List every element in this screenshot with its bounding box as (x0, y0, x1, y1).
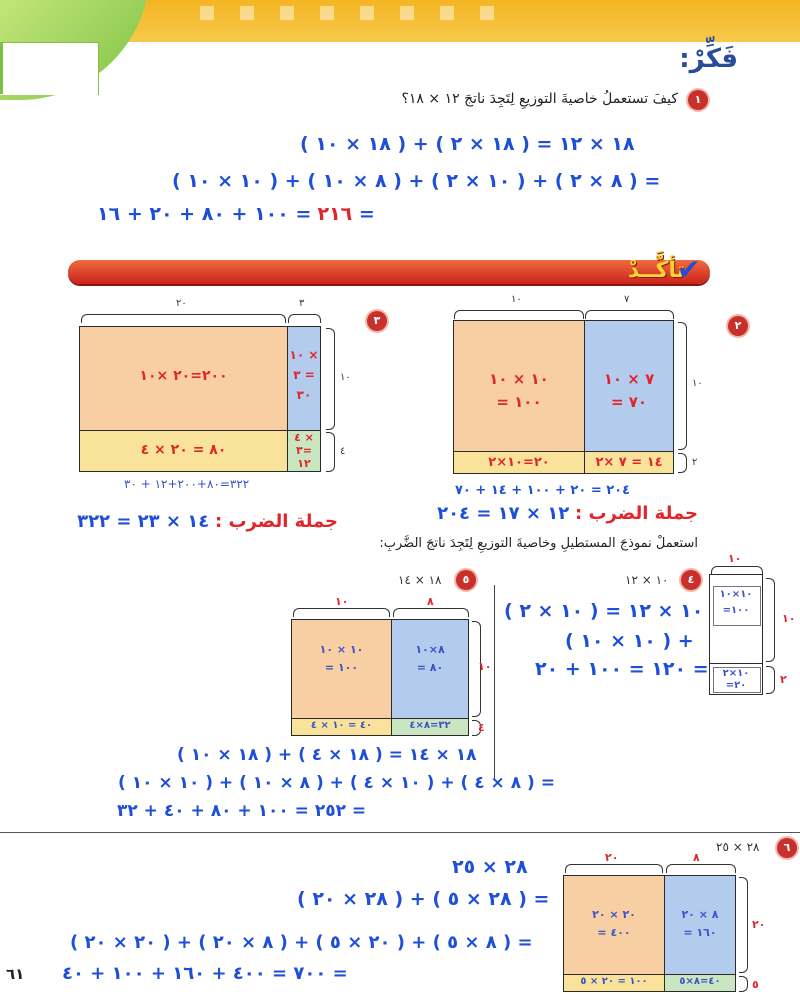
ex3-top-right-dim: ٣ (299, 298, 305, 309)
ex4-cell-b-text1: ١٠×٢ (722, 668, 750, 679)
ex5-top-left-dim: ١٠ (335, 595, 349, 608)
think-line-3 (97, 203, 375, 225)
ex3-cell-b-text3: ٣٠ (296, 388, 312, 402)
ex5-cell-b-text1: ٨×١٠ (415, 643, 445, 656)
ex5-cell-a-text2: ١٠٠ = (324, 661, 359, 674)
left-green-strip (0, 42, 3, 94)
think-line-2: ( ١٠ × ١٠ ) + ( ٨ × ١٠ ) + ( ١٠ × ٢ ) + ( ٨ × ٢ ) = (172, 170, 661, 192)
ex6-side-top-dim: ٢٠ (752, 918, 766, 931)
ex6-cell-b-text1: ٨ × ٢٠ (681, 908, 719, 921)
ex5-cell-a-text1: ١٠ × ١٠ (319, 643, 364, 656)
ex2-side-top-dim: ١٠ (692, 378, 703, 389)
ex6-brace-side-top (739, 877, 748, 973)
ex3-top-left-dim: ٢٠ (176, 298, 187, 309)
ex2-side-bottom-dim: ٢ (692, 457, 698, 468)
ex2-cell-b-text1: ٧ × ١٠ (603, 370, 655, 388)
ex6-cell-b (664, 875, 736, 975)
ex5-problem: ١٨ × ١٤ (398, 573, 442, 587)
ex6-line-3: ٧٠٠ = ٤٠٠ + ١٦٠ + ١٠٠ + ٤٠ = (62, 963, 348, 984)
ex2-sum: ٢٠٤ = ٢٠ + ١٠٠ + ١٤ + ٧٠ (455, 483, 631, 498)
ex3-sentence-label: جملة الضرب : (215, 511, 338, 532)
ex3-sentence-value: ١٤ × ٢٣ = ٣٢٢ (77, 511, 210, 532)
ex2-cell-b-text2: ٧٠ = (610, 393, 648, 411)
ex6-top-left-dim: ٢٠ (605, 851, 619, 864)
ex5-top-right-dim: ٨ (427, 595, 434, 608)
ex4-top-dim: ١٠ (728, 552, 742, 565)
ex4-cell-b-text2: ٢٠= (725, 680, 747, 691)
ex3-cell-a-text: ٢٠٠=٢٠ ×١٠ (139, 368, 228, 384)
ex5-side-bottom-dim: ٤ (478, 721, 485, 734)
question-number-badge: ١ (688, 90, 708, 110)
ex6-line-1: ( ٢٨ × ٢٠ ) + ( ٢٨ × ٥ ) = (297, 888, 550, 910)
ex5-line-2: ( ١٠ × ١٠ ) + ( ٨ × ١٠ ) + ( ١٠ × ٤ ) + ( ٨ × ٤ ) = (118, 773, 555, 793)
ex5-line-3: ٢٥٢ = ١٠٠ + ٨٠ + ٤٠ + ٣٢ = (117, 801, 367, 821)
ex5-side-top-dim: ١٠ (478, 660, 492, 673)
ex3-brace-side-bottom (326, 432, 335, 472)
ex2-cell-a-text2: ١٠٠ = (496, 393, 542, 411)
ex3-cell-b-text2: = ٣ (293, 368, 315, 382)
ex3-sum: ٣٢٢=٨٠+٢٠٠+١٢ + ٣٠ (124, 477, 250, 491)
ex5-number-badge: ٥ (456, 570, 476, 590)
ex6-top-right-dim: ٨ (693, 851, 700, 864)
question-text: كيفَ تستعملُ خاصيةَ التوزيعِ لِتَجِدَ ناتجَ ١٢ × ١٨؟ (401, 91, 678, 107)
ex4-brace-side-bottom (766, 666, 775, 694)
section-divider (0, 832, 800, 833)
ex4-line-2: ( ١٠ × ١٠ ) + (565, 630, 694, 652)
ex6-cell-a (563, 875, 665, 975)
ex4-line-1: ( ١٠ × ٢ ) = ١٠ × ١٢ (504, 600, 704, 622)
ex6-cell-a-text2: ٤٠٠ = (597, 926, 631, 939)
confirm-banner-title: تأكَّــدْ (627, 258, 685, 283)
ex4-side-bottom-dim: ٢ (780, 673, 787, 686)
ex2-top-left-dim: ١٠ (511, 294, 522, 305)
ex2-brace-top-left (454, 310, 584, 319)
ex2-top-right-dim: ٧ (624, 294, 630, 305)
ex4-side-top-dim: ١٠ (782, 612, 796, 625)
checkmark-icon: ✔ (677, 253, 701, 286)
ex4-number-badge: ٤ (681, 570, 701, 590)
ex6-brace-top-left (565, 864, 663, 873)
ex5-cell-b-text2: ٨٠ = (416, 661, 444, 674)
ex2-number-badge: ٢ (728, 316, 748, 336)
ex3-number-badge: ٣ (367, 311, 387, 331)
column-divider (494, 585, 495, 780)
ex3-side-bottom-dim: ٤ (340, 446, 346, 457)
ex3-cell-c-text: ٨٠ = ٢٠ × ٤ (140, 442, 227, 458)
think-line-3-result: ٢١٦ (317, 203, 353, 225)
ex4-problem: ١٠ × ١٢ (625, 573, 669, 587)
corner-white-panel (0, 42, 99, 95)
ex2-cell-a-text1: ١٠ × ١٠ (489, 370, 549, 388)
ex6-brace-side-bottom (739, 976, 748, 992)
page-number: ٦١ (6, 965, 25, 983)
ex3-cell-d-text3: ١٢ (297, 457, 311, 470)
top-banner-tiles (200, 6, 500, 20)
ex4-cell-a-text1: ١٠×١٠ (719, 589, 753, 600)
ex2-brace-side-top (678, 322, 687, 450)
ex2-sentence (437, 503, 698, 524)
ex2-brace-top-right (585, 310, 674, 319)
ex5-brace-top-right (393, 608, 469, 617)
ex2-brace-side-bottom (678, 453, 687, 473)
ex6-number-badge: ٦ (777, 838, 797, 858)
ex3-cell-d-text1: × ٤ (294, 431, 314, 444)
ex6-problem: ٢٨ × ٢٥ (716, 840, 760, 854)
ex6-side-bottom-dim: ٥ (752, 978, 759, 991)
ex2-sentence-label: جملة الضرب : (575, 503, 698, 524)
ex4-brace-side-top (766, 578, 775, 662)
ex3-sentence (77, 511, 338, 532)
ex6-cell-a-text1: ٢٠ × ٢٠ (592, 908, 636, 921)
instruction-text: استعملْ نموذجَ المستطيلِ وخاصيةَ التوزيعِ لِتَجِدَ ناتجَ الضَّربِ: (379, 536, 698, 551)
ex6-cell-c-text: ١٠٠ = ٢٠ × ٥ (580, 976, 648, 987)
ex5-cell-d-text: ٣٢=٨×٤ (409, 720, 451, 731)
confirm-banner (68, 260, 710, 284)
ex2-cell-d-text: ١٤ = ٧ ×٢ (595, 455, 663, 470)
ex3-cell-b-text1: × ١٠ (289, 348, 319, 362)
ex6-brace-top-right (666, 864, 736, 873)
ex3-brace-top-left (81, 314, 286, 323)
think-line-1: ( ١٨ × ١٠ ) + ( ١٨ × ٢ ) = ١٨ × ١٢ (300, 133, 635, 155)
ex5-brace-top-left (293, 608, 390, 617)
ex6-line-0: ٢٨ × ٢٥ (452, 856, 528, 878)
ex3-side-top-dim: ١٠ (340, 372, 351, 383)
ex3-cell-d-text2: =٣ (296, 444, 312, 457)
ex6-cell-d-text: ٤٠=٨×٥ (679, 976, 721, 987)
ex2-sentence-value: ١٢ × ١٧ = ٢٠٤ (437, 503, 570, 524)
ex6-line-2: ( ٢٠ × ٢٠ ) + ( ٨ × ٢٠ ) + ( ٢٠ × ٥ ) + ( ٨ × ٥ ) = (70, 932, 533, 953)
ex6-cell-b-text2: ١٦٠ = (683, 926, 717, 939)
ex4-line-3: ١٢٠ = ١٠٠ + ٢٠ = (535, 658, 709, 680)
page-title: فَكِّرْ: (679, 44, 738, 74)
ex4-cell-a-text2: ١٠٠= (722, 605, 750, 616)
ex5-cell-c-text: ٤٠ = ١٠ × ٤ (310, 720, 373, 731)
think-line-3-rest: = ١٠٠ + ٨٠ + ٢٠ + ١٦ = (97, 203, 375, 225)
ex3-brace-side-top (326, 328, 335, 430)
ex5-line-1: ( ١٨ × ١٠ ) + ( ١٨ × ٤ ) = ١٨ × ١٤ (177, 745, 477, 765)
ex2-cell-c-text: ٢٠=١٠×٢ (488, 455, 550, 470)
ex3-brace-top-right (288, 314, 321, 323)
